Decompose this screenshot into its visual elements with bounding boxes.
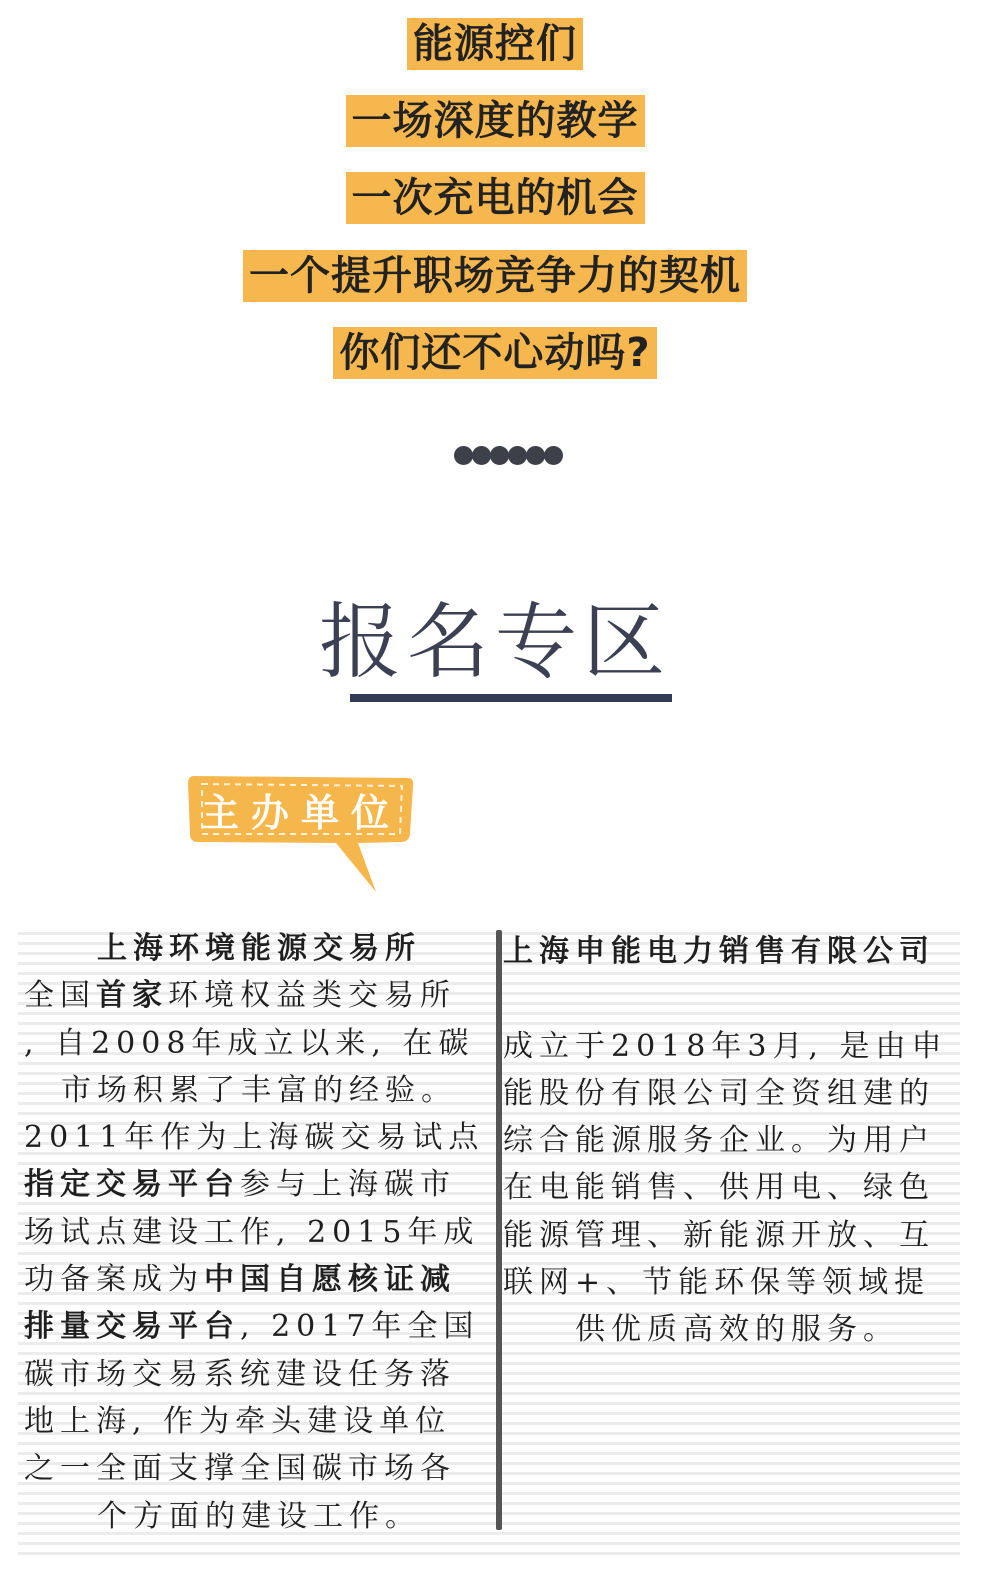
text-line: 联网+、节能环保等领域提 (503, 1265, 931, 1301)
title-underline (350, 694, 672, 702)
blank-line (503, 975, 971, 1022)
headline-text: 一次充电的机会 (346, 172, 645, 224)
text-line: 供优质高效的服务。 (575, 1312, 899, 1348)
organizer-tag (186, 772, 416, 897)
dot-icon (472, 446, 491, 465)
text-line: 指定交易平台参与上海碳市 (24, 1167, 456, 1203)
text-line: 市场积累了丰富的经验。 (61, 1072, 457, 1108)
headline-line-1 (0, 18, 990, 70)
org-name: 上海环境能源交易所 (97, 931, 421, 966)
text-line: 碳市场交易系统建设任务落 (24, 1356, 456, 1392)
text-line: 能源管理、新能源开放、互 (503, 1217, 935, 1253)
headline-text: 能源控们 (407, 18, 583, 70)
text-line: 2011年作为上海碳交易试点 (24, 1120, 485, 1156)
text-line: 个方面的建设工作。 (97, 1498, 421, 1534)
dot-icon (490, 446, 509, 465)
text-line: , 自2008年成立以来, 在碳 (24, 1025, 475, 1061)
section-title: 报名专区 (318, 595, 671, 690)
text-line: 之一全面支撑全国碳市场各 (24, 1451, 456, 1487)
dot-icon (508, 446, 527, 465)
text-line: 全国首家环境权益类交易所 (24, 978, 456, 1014)
headline-text: 你们还不心动吗? (333, 327, 656, 379)
text-line: 场试点建设工作, 2015年成 (24, 1214, 480, 1250)
headline-text: 一个提升职场竞争力的契机 (243, 250, 747, 302)
right-organization (503, 928, 971, 1354)
text-line: 在电能销售、供用电、绿色 (503, 1170, 935, 1206)
text-line: 能股份有限公司全资组建的 (503, 1075, 935, 1111)
decorative-dots (454, 446, 562, 466)
headline-line-3 (0, 172, 990, 224)
left-organization (24, 925, 494, 1540)
organizer-tag-label: 主办单位 (200, 791, 401, 835)
headline-line-5 (0, 327, 990, 379)
text-line: 综合能源服务企业。为用户 (503, 1123, 935, 1159)
dot-icon (454, 446, 473, 465)
headline-line-2 (0, 95, 990, 147)
dot-icon (526, 446, 545, 465)
headline-text: 一场深度的教学 (346, 95, 645, 147)
text-line: 排量交易平台, 2017年全国 (24, 1309, 480, 1345)
column-divider (496, 930, 502, 1530)
text-line: 地上海, 作为牵头建设单位 (24, 1403, 452, 1439)
text-line: 功备案成为中国自愿核证减 (24, 1262, 456, 1298)
text-line: 成立于2018年3月, 是由申 (503, 1028, 948, 1064)
org-name: 上海申能电力销售有限公司 (503, 934, 935, 969)
dot-icon (544, 446, 563, 465)
headline-line-4 (0, 250, 990, 302)
